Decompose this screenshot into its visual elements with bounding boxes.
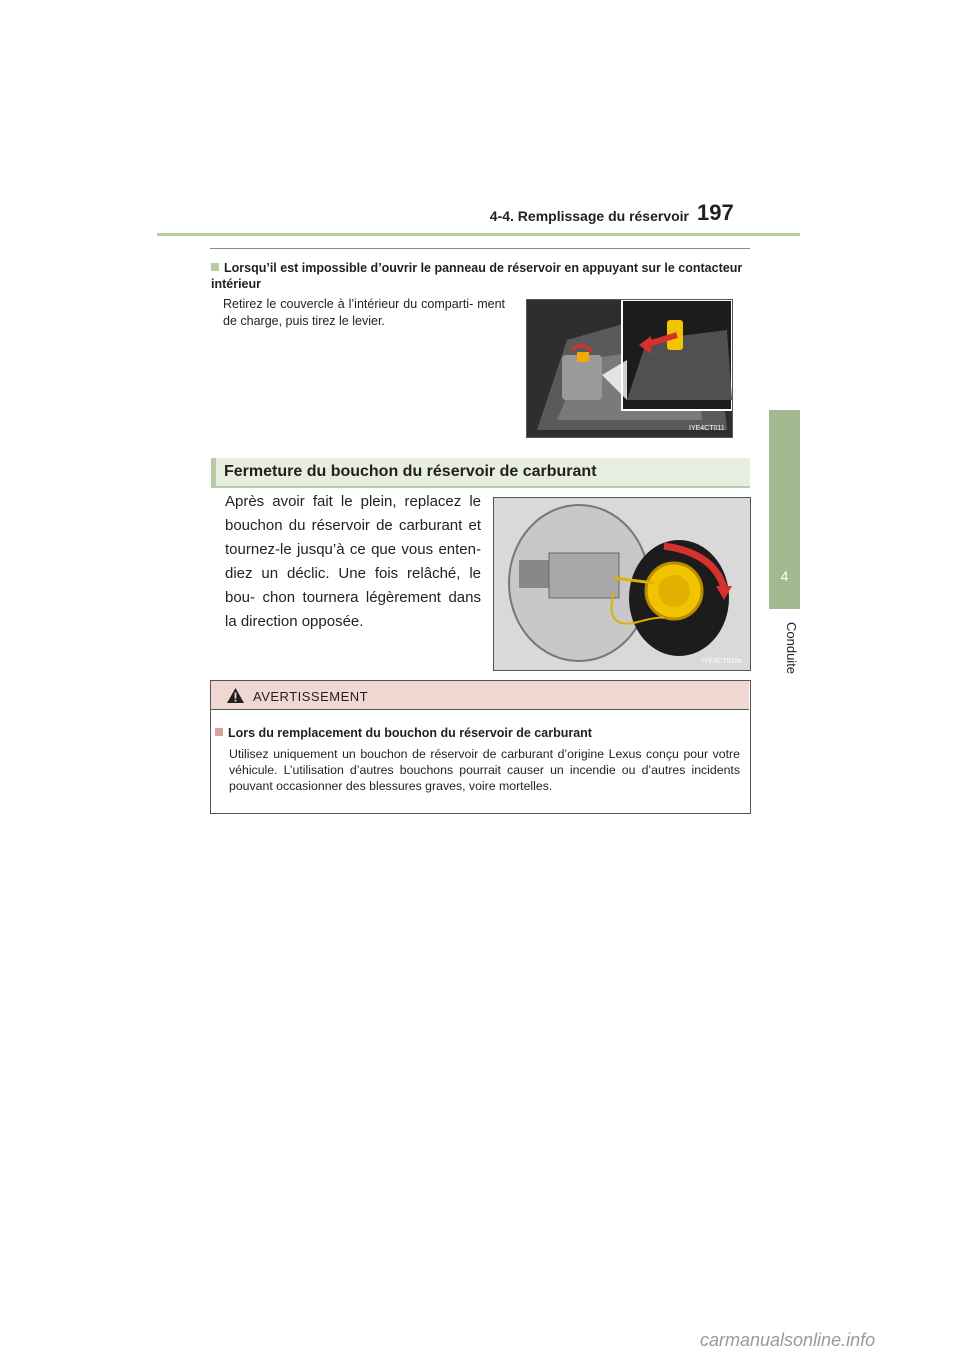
warning-body: Utilisez uniquement un bouchon de réservoir de carburant d’origine Lexus conçu pour votre véhicule. L’utilisation d’autres bouchons pourrait causer un incendie ou d’autres incidents pouvant occasionner des blessures graves, voire mortelles. <box>229 747 740 793</box>
section2-accent <box>211 458 216 488</box>
content-top-rule <box>210 248 750 249</box>
figure1-code: IYE4CT011 <box>689 425 725 432</box>
watermark: carmanualsonline.info <box>700 1330 876 1350</box>
section1-body: Retirez le couvercle à l’intérieur du comparti- ment de charge, puis tirez le levier. <box>223 297 505 328</box>
figure2-code: IYE4CT010a <box>702 658 743 665</box>
section2-body: Après avoir fait le plein, replacez le bouchon du réservoir de carburant et tournez-le jusqu’à ce que vous enten- diez un déclic. Une fois relâché, le bou- chon tournera légèrement dans la direction opposée. <box>225 493 481 630</box>
warning-subheading-text: Lors du remplacement du bouchon du réservoir de carburant <box>228 726 592 740</box>
trunk-lever-drawing <box>527 300 732 437</box>
warning-title: AVERTISSEMENT <box>253 689 369 704</box>
header-rule <box>157 233 800 236</box>
section1-heading <box>211 260 751 292</box>
fuel-cap-illustration <box>493 497 751 671</box>
section1-heading-text: Lorsqu’il est impossible d’ouvrir le panneau de réservoir en appuyant sur le contacteur intérieur <box>211 261 743 291</box>
chapter-tab-label: Conduite <box>784 622 799 675</box>
warning-triangle-icon <box>227 688 244 703</box>
chapter-tab-number: 4 <box>780 568 789 584</box>
bullet-square-icon <box>211 263 219 271</box>
trunk-lever-illustration <box>526 299 733 438</box>
page-number: 197 <box>697 200 734 225</box>
fuel-cap-drawing <box>494 498 750 670</box>
section2-title: Fermeture du bouchon du réservoir de carburant <box>224 463 597 480</box>
warning-subheading <box>215 726 740 740</box>
header-section-title: 4-4. Remplissage du réservoir <box>489 208 689 224</box>
bullet-square-icon <box>215 728 223 736</box>
